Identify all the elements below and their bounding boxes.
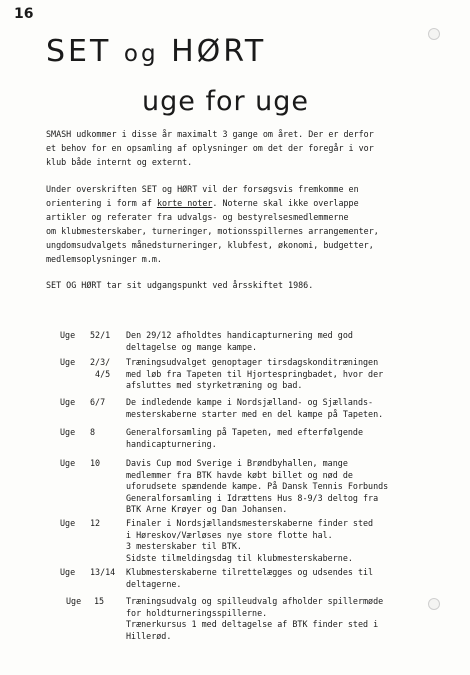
text-line: deltagelse og mange kampe. [126, 341, 258, 352]
text-line: handicapturnering. [126, 438, 217, 449]
week-label: Uge [60, 518, 76, 528]
text-line: Træningsudvalg og spilleudvalg afholder spillermøde [126, 596, 384, 606]
week-label: Uge [60, 427, 76, 437]
week-number: 52/1 [90, 330, 111, 340]
week-number: 6/7 [90, 397, 106, 407]
week-text [126, 596, 383, 642]
week-number: 13/14 [90, 567, 116, 577]
text-line: SMASH udkommer i disse år maximalt 3 gange om året. Der er derfor [46, 129, 374, 139]
text-line: i Høreskov/Værløses nye store flotte hal. [126, 529, 333, 540]
week-label: Uge [60, 458, 76, 468]
text-line: Hillerød. [126, 630, 172, 641]
week-text [126, 458, 388, 516]
text-segment: . Noterne skal ikke overlappe [212, 198, 359, 208]
week-label: Uge [60, 330, 76, 340]
title-word-set: SET [46, 34, 112, 69]
title-word-hort: HØRT [171, 34, 267, 69]
text-segment: orientering i form af [46, 198, 157, 208]
text-line: Den 29/12 afholdtes handicapturnering med god [126, 330, 353, 340]
week-text [126, 357, 383, 392]
page-title [46, 34, 266, 69]
week-label: Uge [60, 567, 76, 577]
text-line: 3 mesterskaber til BTK. [126, 541, 242, 551]
text-line: klub både internt og externt. [46, 157, 193, 167]
text-line: medlemsoplysninger m.m. [46, 254, 162, 264]
text-line: mesterskaberne starter med en del kampe på Tapeten. [126, 408, 384, 419]
week-label: Uge [60, 397, 76, 407]
week-text [126, 518, 373, 564]
text-line: Sidste tilmeldingsdag til klubmesterskaberne. [126, 552, 353, 563]
intro-paragraph-2 [46, 182, 446, 266]
text-line: Davis Cup mod Sverige i Brøndbyhallen, mange [126, 458, 348, 468]
week-number: 2/3/ 4/5 [90, 357, 111, 379]
text-line: Klubmesterskaberne tilrettelægges og udsendes til [126, 567, 374, 577]
text-line: Generalforsamling i Idrættens Hus 8-9/3 deltog fra [126, 492, 379, 503]
week-number: 12 [90, 518, 101, 528]
text-line: BTK Arne Krøyer og Dan Johansen. [126, 504, 288, 514]
week-text [126, 567, 373, 590]
intro-paragraph-1 [46, 127, 446, 169]
week-number: 10 [90, 458, 101, 468]
text-line: medlemmer fra BTK havde købt billet og nød de [126, 469, 353, 480]
text-line: Under overskriften SET og HØRT vil der forsøgsvis fremkomme en [46, 184, 359, 194]
text-line: artikler og referater fra udvalgs- og bestyrelsesmedlemmerne [46, 212, 349, 222]
text-line: De indledende kampe i Nordsjælland- og Sjællands- [126, 397, 374, 407]
week-label: Uge [60, 357, 76, 367]
week-number: 15 [94, 596, 105, 606]
intro-paragraph-3 [46, 278, 446, 292]
punch-hole-bottom [428, 598, 440, 610]
punch-hole-top [428, 28, 440, 40]
text-line: Træningsudvalget genoptager tirsdagskonditræningen [126, 357, 379, 367]
page-number: 16 [14, 6, 34, 22]
week-text [126, 427, 363, 450]
text-line [46, 196, 446, 210]
title-word-og: og [123, 41, 159, 67]
text-line: SET OG HØRT tar sit udgangspunkt ved årsskiftet 1986. [46, 280, 314, 290]
text-line: afsluttes med styrketræning og bad. [126, 380, 303, 390]
text-line: med løb fra Tapeten til Hjortespringbadet, hvor der [126, 368, 384, 379]
text-line: deltagerne. [126, 578, 182, 589]
text-line: Finaler i Nordsjællandsmesterskaberne finder sted [126, 518, 374, 528]
page-subtitle: uge for uge [142, 86, 310, 117]
text-line: om klubmesterskaber, turneringer, motionsspillernes arrangementer, [46, 226, 379, 236]
week-number: 8 [90, 427, 96, 437]
underlined-phrase: korte noter [156, 198, 213, 208]
text-line: ungdomsudvalgets månedsturneringer, klubfest, økonomi, budgetter, [46, 240, 374, 250]
text-line: for holdturneringsspillerne. [126, 607, 268, 618]
text-line: et behov for en opsamling af oplysninger om det der foregår i vor [46, 143, 374, 153]
text-line: Generalforsamling på Tapeten, med efterfølgende [126, 427, 363, 437]
text-line: Trænerkursus 1 med deltagelse af BTK finder sted i [126, 619, 379, 629]
text-line: uforudsete spændende kampe. På Dansk Tennis Forbunds [126, 481, 389, 491]
week-text [126, 330, 353, 353]
week-text [126, 397, 383, 420]
week-label: Uge [66, 596, 82, 606]
